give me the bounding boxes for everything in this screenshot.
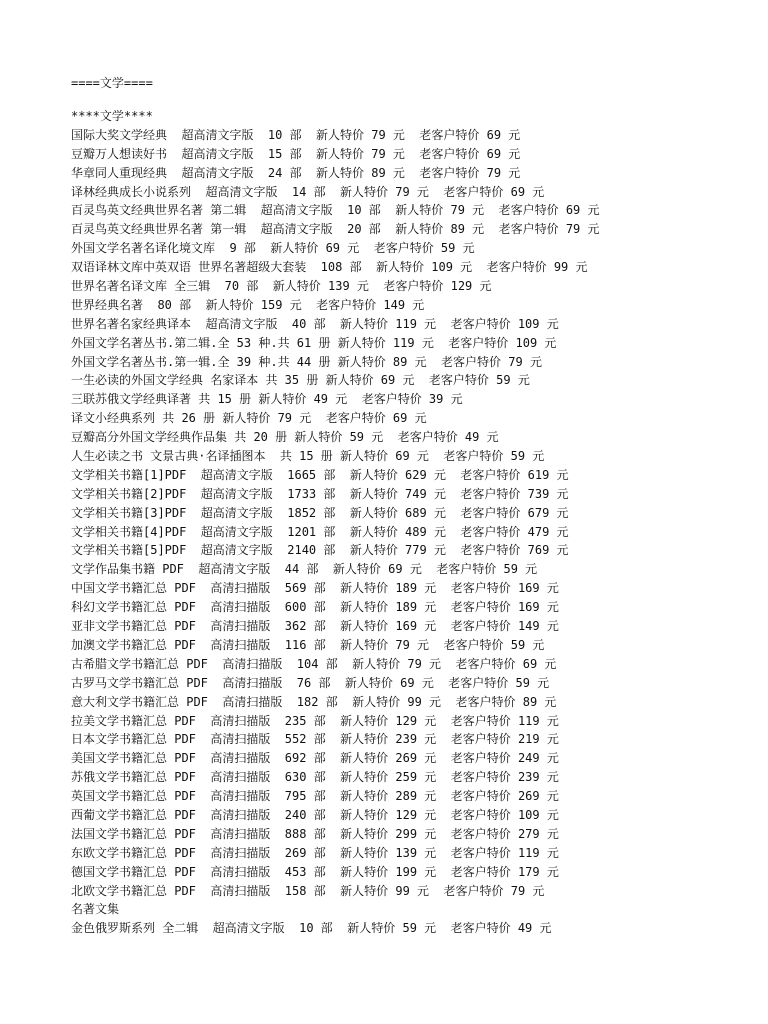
list-item: 法国文学书籍汇总 PDF 高清扫描版 888 部 新人特价 299 元 老客户特价 279 元 — [71, 826, 559, 841]
list-item: 人生必读之书 文景古典·名译插图本 共 15 册 新人特价 69 元 老客户特价 59 元 — [71, 449, 545, 464]
list-item: 豆瓣万人想读好书 超高清文字版 15 部 新人特价 79 元 老客户特价 69 元 — [71, 146, 521, 161]
list-item: 三联苏俄文学经典译著 共 15 册 新人特价 49 元 老客户特价 39 元 — [71, 392, 463, 407]
subsection-heading: ****文学**** — [71, 109, 153, 123]
list-item: 文学相关书籍[2]PDF 超高清文字版 1733 部 新人特价 749 元 老客户特价 739 元 — [71, 486, 569, 501]
list-item: 拉美文学书籍汇总 PDF 高清扫描版 235 部 新人特价 129 元 老客户特价 119 元 — [71, 713, 559, 728]
catalog-list — [71, 107, 600, 938]
list-item: 美国文学书籍汇总 PDF 高清扫描版 692 部 新人特价 269 元 老客户特价 249 元 — [71, 751, 559, 766]
list-item: 苏俄文学书籍汇总 PDF 高清扫描版 630 部 新人特价 259 元 老客户特价 239 元 — [71, 770, 559, 785]
list-item: 古希腊文学书籍汇总 PDF 高清扫描版 104 部 新人特价 79 元 老客户特价 69 元 — [71, 656, 557, 671]
list-item: 百灵鸟英文经典世界名著 第二辑 超高清文字版 10 部 新人特价 79 元 老客户特价 69 元 — [71, 203, 600, 218]
list-item: 文学相关书籍[4]PDF 超高清文字版 1201 部 新人特价 489 元 老客户特价 479 元 — [71, 524, 569, 539]
list-item: 外国文学名著丛书.第一辑.全 39 种.共 44 册 新人特价 89 元 老客户特价 79 元 — [71, 354, 542, 369]
list-item: 华章同人重现经典 超高清文字版 24 部 新人特价 89 元 老客户特价 79 元 — [71, 165, 521, 180]
list-item: 东欧文学书籍汇总 PDF 高清扫描版 269 部 新人特价 139 元 老客户特价 119 元 — [71, 845, 559, 860]
list-item: 外国文学名著名译化境文库 9 部 新人特价 69 元 老客户特价 59 元 — [71, 241, 475, 256]
list-item: 意大利文学书籍汇总 PDF 高清扫描版 182 部 新人特价 99 元 老客户特价 89 元 — [71, 694, 557, 709]
list-item: 译文小经典系列 共 26 册 新人特价 79 元 老客户特价 69 元 — [71, 411, 427, 426]
list-item: 外国文学名著丛书.第二辑.全 53 种.共 61 册 新人特价 119 元 老客户特价 109 元 — [71, 335, 557, 350]
list-item: 世界名著名家经典译本 超高清文字版 40 部 新人特价 119 元 老客户特价 109 元 — [71, 316, 559, 331]
subsection-heading: 名著文集 — [71, 902, 120, 917]
list-item: 文学相关书籍[1]PDF 超高清文字版 1665 部 新人特价 629 元 老客户特价 619 元 — [71, 467, 569, 482]
list-item: 文学作品集书籍 PDF 超高清文字版 44 部 新人特价 69 元 老客户特价 59 元 — [71, 562, 538, 577]
list-item: 文学相关书籍[3]PDF 超高清文字版 1852 部 新人特价 689 元 老客户特价 679 元 — [71, 505, 569, 520]
list-item: 亚非文学书籍汇总 PDF 高清扫描版 362 部 新人特价 169 元 老客户特价 149 元 — [71, 619, 559, 634]
list-item: 北欧文学书籍汇总 PDF 高清扫描版 158 部 新人特价 99 元 老客户特价 79 元 — [71, 883, 545, 898]
list-item: 双语译林文库中英双语 世界名著超级大套装 108 部 新人特价 109 元 老客户特价 99 元 — [71, 260, 588, 275]
list-item: 德国文学书籍汇总 PDF 高清扫描版 453 部 新人特价 199 元 老客户特价 179 元 — [71, 864, 559, 879]
list-item: 中国文学书籍汇总 PDF 高清扫描版 569 部 新人特价 189 元 老客户特价 169 元 — [71, 581, 559, 596]
list-item: 国际大奖文学经典 超高清文字版 10 部 新人特价 79 元 老客户特价 69 元 — [71, 127, 521, 142]
list-item: 世界经典名著 80 部 新人特价 159 元 老客户特价 149 元 — [71, 297, 425, 312]
list-item: 豆瓣高分外国文学经典作品集 共 20 册 新人特价 59 元 老客户特价 49 元 — [71, 430, 499, 445]
section-heading: ====文学==== — [71, 76, 153, 90]
list-item: 西葡文学书籍汇总 PDF 高清扫描版 240 部 新人特价 129 元 老客户特价 109 元 — [71, 807, 559, 822]
list-item: 世界名著名译文库 全三辑 70 部 新人特价 139 元 老客户特价 129 元 — [71, 279, 492, 294]
document-page — [71, 0, 761, 1024]
list-item: 加澳文学书籍汇总 PDF 高清扫描版 116 部 新人特价 79 元 老客户特价 59 元 — [71, 637, 545, 652]
list-item: 百灵鸟英文经典世界名著 第一辑 超高清文字版 20 部 新人特价 89 元 老客户特价 79 元 — [71, 222, 600, 237]
list-item: 古罗马文学书籍汇总 PDF 高清扫描版 76 部 新人特价 69 元 老客户特价 59 元 — [71, 675, 550, 690]
list-item: 科幻文学书籍汇总 PDF 高清扫描版 600 部 新人特价 189 元 老客户特价 169 元 — [71, 600, 559, 615]
list-item: 一生必读的外国文学经典 名家译本 共 35 册 新人特价 69 元 老客户特价 59 元 — [71, 373, 530, 388]
list-item: 文学相关书籍[5]PDF 超高清文字版 2140 部 新人特价 779 元 老客户特价 769 元 — [71, 543, 569, 558]
list-item: 日本文学书籍汇总 PDF 高清扫描版 552 部 新人特价 239 元 老客户特价 219 元 — [71, 732, 559, 747]
list-item: 英国文学书籍汇总 PDF 高清扫描版 795 部 新人特价 289 元 老客户特价 269 元 — [71, 789, 559, 804]
list-item: 金色俄罗斯系列 全二辑 超高清文字版 10 部 新人特价 59 元 老客户特价 49 元 — [71, 921, 552, 936]
list-item: 译林经典成长小说系列 超高清文字版 14 部 新人特价 79 元 老客户特价 69 元 — [71, 184, 545, 199]
